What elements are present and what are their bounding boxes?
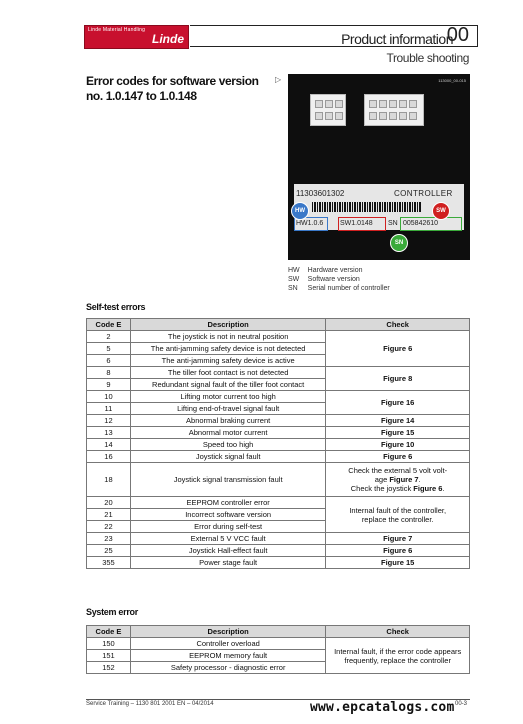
arrow-icon: ▷	[275, 75, 282, 84]
table-row: 5 The anti-jamming safety device is not detected	[87, 343, 470, 355]
table-row: 18 Joystick signal transmission fault Check the external 5 volt volt- age Figure 7. Check the joystick Figure 6.	[87, 463, 470, 497]
linde-logo	[84, 25, 189, 49]
check-internal-fault: Internal fault of the controller, replace the controller.	[326, 497, 470, 533]
col-check: Check	[326, 626, 470, 638]
legend-row: HW Hardware version	[288, 267, 363, 274]
connector-right	[364, 94, 424, 126]
col-check: Check	[326, 319, 470, 331]
table-row: 11 Lifting end-of-travel signal fault	[87, 403, 470, 415]
watermark-link[interactable]: www.epcatalogs.com	[310, 700, 455, 715]
table-row: 10 Lifting motor current too high Figure 16	[87, 391, 470, 403]
table-row: 12 Abnormal braking current Figure 14	[87, 415, 470, 427]
table-header-row	[87, 319, 470, 331]
table-row: 6 The anti-jamming safety device is active	[87, 355, 470, 367]
table-row: 152 Safety processor - diagnostic error	[87, 662, 470, 674]
table-row: 151 EEPROM memory fault	[87, 650, 470, 662]
page-title: Product information	[341, 31, 453, 47]
logo-brand: Linde	[152, 32, 184, 46]
col-description: Description	[130, 626, 325, 638]
barcode	[312, 202, 422, 212]
sn-badge: SN	[390, 234, 408, 252]
col-code: Code E	[87, 319, 131, 331]
controller-photo	[288, 74, 470, 260]
system-error-table	[86, 625, 470, 674]
table-row: 9 Redundant signal fault of the tiller foot contact	[87, 379, 470, 391]
footer-text: Service Training – 1130 801 2001 EN – 04/2014	[86, 701, 214, 707]
photo-legend	[288, 266, 398, 293]
table-row: 21 Incorrect software version	[87, 509, 470, 521]
section-title-line2: no. 1.0.147 to 1.0.148	[86, 89, 197, 103]
hw-value: HW1.0.6	[296, 220, 324, 227]
page-subtitle: Trouble shooting	[386, 51, 469, 65]
table-row: 150 Controller overload Internal fault, if the error code appears frequently, replace the controller	[87, 638, 470, 650]
photo-id: 113000_00-015	[438, 78, 466, 83]
section-title	[86, 74, 266, 104]
self-test-table	[86, 318, 470, 569]
section-title-line1: Error codes for software version	[86, 74, 259, 88]
sn-highlight	[400, 217, 462, 231]
sn-prefix: SN	[388, 220, 398, 227]
table-row: 16 Joystick signal fault Figure 6	[87, 451, 470, 463]
sw-value: SW1.0148	[340, 220, 373, 227]
table-row: 13 Abnormal motor current Figure 15	[87, 427, 470, 439]
table-row: 14 Speed too high Figure 10	[87, 439, 470, 451]
check-system: Internal fault, if the error code appears frequently, replace the controller	[326, 638, 470, 674]
sw-badge: SW	[432, 202, 450, 220]
plate-controller: CONTROLLER	[394, 189, 453, 198]
table-row: 355 Power stage fault Figure 15	[87, 557, 470, 569]
hw-badge: HW	[291, 202, 309, 220]
table-row: 8 The tiller foot contact is not detected Figure 8	[87, 367, 470, 379]
legend-row: SW Software version	[288, 276, 360, 283]
connector-left	[310, 94, 346, 126]
self-test-heading: Self-test errors	[86, 302, 146, 312]
col-description: Description	[130, 319, 325, 331]
table-header-row	[87, 626, 470, 638]
system-error-heading: System error	[86, 607, 138, 617]
table-row: 20 EEPROM controller error Internal fault of the controller, replace the controller.	[87, 497, 470, 509]
table-row: 25 Joystick Hall-effect fault Figure 6	[87, 545, 470, 557]
sw-highlight	[338, 217, 386, 231]
plate-number: 11303601302	[296, 189, 345, 198]
page-number: 00-3	[455, 701, 468, 707]
table-row: 23 External 5 V VCC fault Figure 7	[87, 533, 470, 545]
check-e18: Check the external 5 volt volt- age Figure 7. Check the joystick Figure 6.	[326, 463, 470, 497]
logo-tagline: Linde Material Handling	[88, 27, 146, 33]
sn-value: 005842610	[403, 220, 439, 227]
table-row: 2 The joystick is not in neutral position Figure 6	[87, 331, 470, 343]
legend-row: SN Serial number of controller	[288, 285, 390, 292]
table-row: 22 Error during self-test	[87, 521, 470, 533]
col-code: Code E	[87, 626, 131, 638]
chapter-number: 00	[446, 24, 469, 46]
